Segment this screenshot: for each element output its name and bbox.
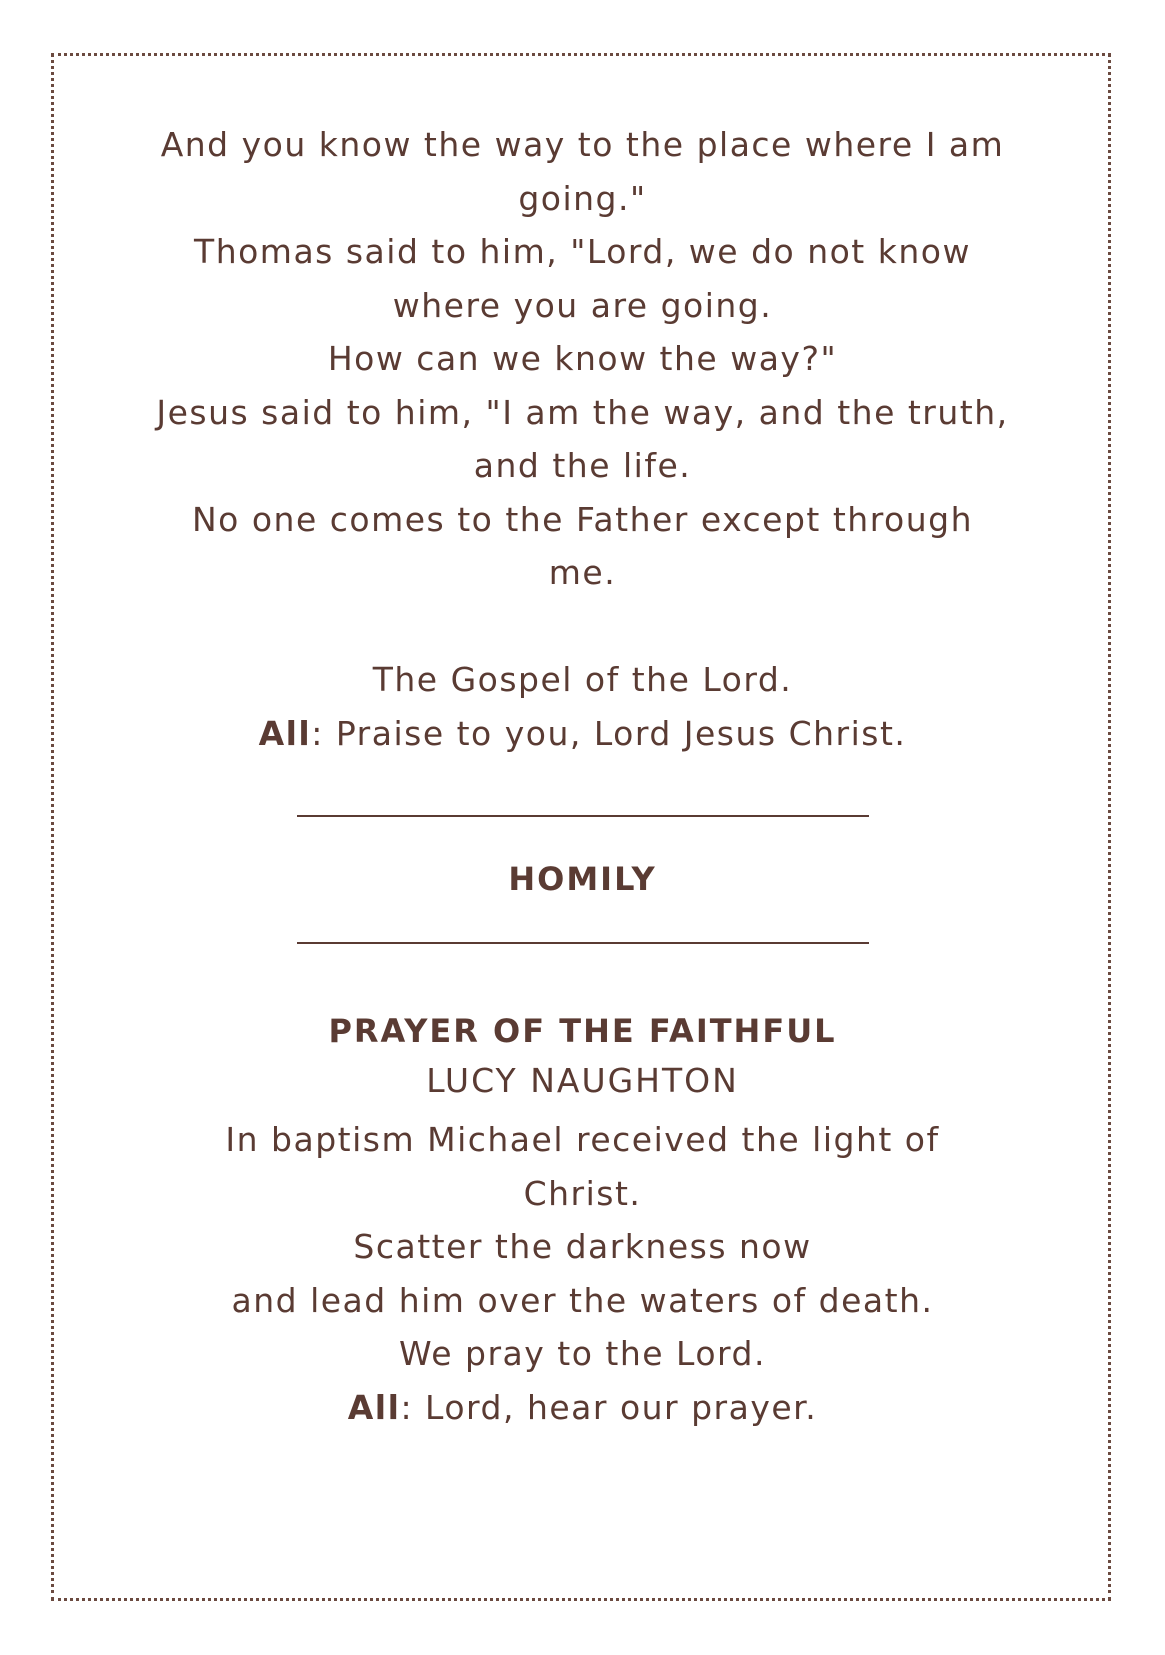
reading-line: where you are going. (392, 285, 773, 325)
reading-line: How can we know the way?" (327, 339, 838, 378)
prayer-line: Christ. (523, 1173, 642, 1213)
prayer-line: Scatter the darkness now (353, 1227, 812, 1266)
reading-line: Thomas said to him, "Lord, we do not know (194, 232, 971, 271)
spacer (80, 600, 1085, 654)
prayer-line: and lead him over the waters of death. (231, 1280, 934, 1320)
prayer-line: In baptism Michael received the light of (225, 1120, 940, 1159)
reading-line: No one comes to the Father except through (191, 499, 974, 539)
page-content (80, 118, 1085, 1434)
prayer-heading: PRAYER OF THE FAITHFUL (328, 1012, 837, 1050)
divider (297, 942, 869, 944)
reading-line: And you know the way to the place where I am (160, 125, 1005, 164)
response-label: All (347, 1387, 401, 1427)
response-label: All (258, 713, 312, 753)
reading-line: Jesus said to him, "I am the way, and the truth, (156, 392, 1009, 432)
prayer-of-the-faithful (80, 1011, 1085, 1434)
gospel-closing: The Gospel of the Lord. (372, 660, 793, 699)
reading-line: me. (548, 553, 617, 592)
prayer-line: We pray to the Lord. (399, 1334, 766, 1373)
reading-line: going." (518, 178, 647, 218)
homily-heading: HOMILY (508, 860, 657, 898)
divider (297, 815, 869, 817)
prayer-response (80, 1381, 1085, 1435)
gospel-reading (80, 118, 1085, 760)
gospel-response (80, 707, 1085, 761)
response-text: : Praise to you, Lord Jesus Christ. (311, 713, 907, 753)
response-text: : Lord, hear our prayer. (400, 1387, 818, 1427)
prayer-body (80, 1113, 1085, 1434)
reader-name: LUCY NAUGHTON (426, 1061, 739, 1100)
reading-line: and the life. (473, 446, 692, 485)
